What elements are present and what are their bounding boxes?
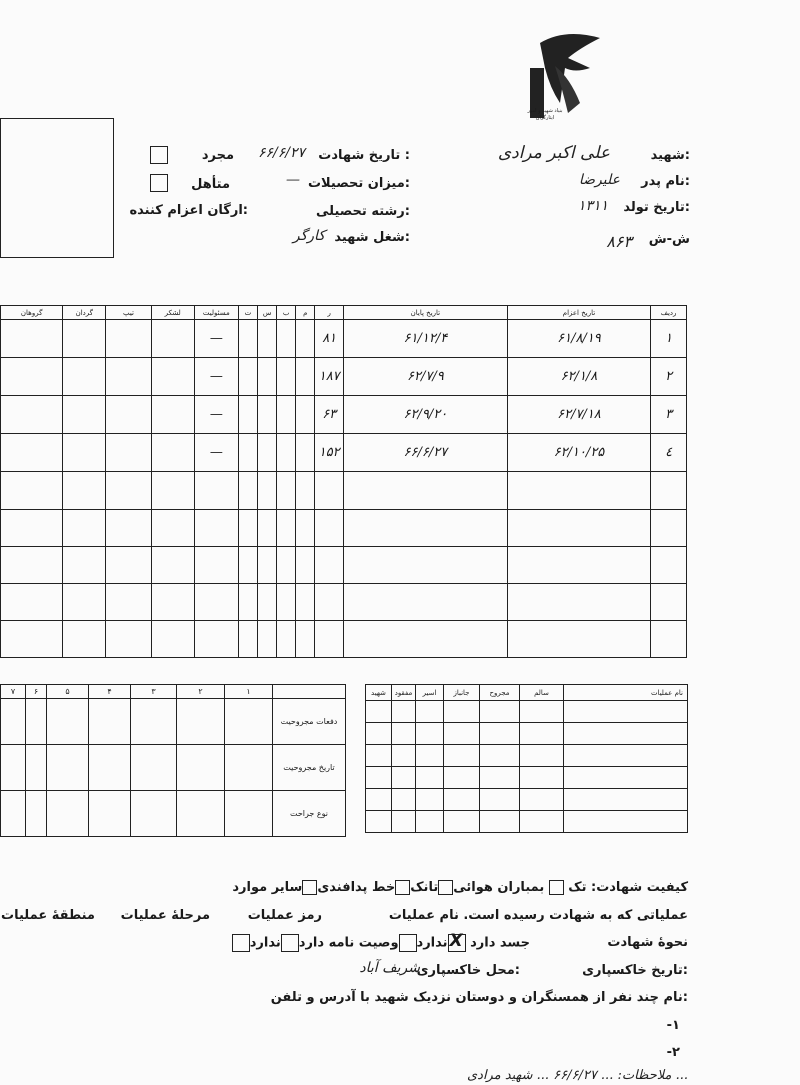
dispatch-cell-empty — [315, 620, 344, 657]
will-none-label: ندارد — [249, 935, 281, 951]
tank-label: تانک — [410, 880, 439, 895]
dispatch-cell-empty — [106, 396, 151, 434]
dispatch-row — [1, 396, 687, 434]
ops-cell — [444, 701, 480, 723]
ops-cell — [392, 701, 416, 723]
dispatch-cell-empty — [315, 583, 344, 620]
dispatch-cell-empty — [296, 320, 315, 358]
dispatch-cell-empty — [296, 396, 315, 434]
dispatch-cell-empty — [1, 320, 63, 358]
dispatch-cell-empty — [296, 509, 315, 546]
dispatch-header-row — [1, 306, 687, 320]
ops-cell — [366, 723, 392, 745]
op-stage-label: مرحلهٔ عملیات — [120, 908, 210, 923]
dispatch-cell-empty — [238, 620, 257, 657]
op-code-label: رمز عملیات — [247, 908, 322, 923]
photo-box — [0, 118, 114, 258]
will-none-checkbox[interactable] — [232, 934, 250, 952]
dispatch-cell-empty — [277, 620, 296, 657]
injury-cell — [131, 791, 177, 837]
birth-value: ۱۳۱۱ — [577, 198, 608, 214]
injury-row-label: نوع جراحت — [273, 791, 346, 837]
dispatch-cell-empty — [1, 546, 63, 583]
other-label: سایر موارد — [232, 880, 303, 895]
dispatch-cell-days: ۶۳ — [315, 396, 344, 434]
injury-cell — [177, 699, 225, 745]
dispatch-cell-empty — [1, 620, 63, 657]
injury-cell — [225, 699, 273, 745]
injury-cell — [89, 791, 131, 837]
ops-cell — [416, 745, 444, 767]
ops-cell — [416, 723, 444, 745]
dispatch-cell-empty — [238, 509, 257, 546]
col-header: ردیف — [651, 306, 687, 320]
dispatch-cell-end: ۶۶/۶/۲۷ — [344, 434, 508, 472]
ops-cell — [480, 745, 520, 767]
job-label: شغل شهید: — [334, 230, 410, 245]
injury-cell — [1, 699, 26, 745]
ops-cell — [366, 767, 392, 789]
ops-row — [366, 745, 688, 767]
dispatch-row-empty — [1, 509, 687, 546]
dispatch-cell-empty — [106, 320, 151, 358]
ops-cell — [444, 767, 480, 789]
dispatch-cell-empty — [106, 620, 151, 657]
dispatch-cell-empty — [63, 509, 106, 546]
ops-header: نام عملیات — [564, 685, 688, 701]
dispatch-cell-empty — [315, 509, 344, 546]
ops-cell — [416, 701, 444, 723]
dispatch-cell-index: ٤ — [651, 434, 687, 472]
dispatch-cell-empty — [296, 546, 315, 583]
dispatch-cell-empty — [106, 472, 151, 509]
dispatch-cell-empty — [151, 434, 194, 472]
dispatch-cell-empty — [277, 396, 296, 434]
burial-place-label: محل خاکسپاری: — [416, 963, 520, 978]
injury-cell — [26, 699, 47, 745]
air-defense-checkbox[interactable] — [302, 880, 317, 895]
ops-header: مفقود — [392, 685, 416, 701]
ops-cell — [392, 723, 416, 745]
ops-cell — [520, 767, 564, 789]
dispatch-cell-empty — [296, 583, 315, 620]
married-checkbox[interactable] — [150, 174, 168, 192]
dispatch-cell-empty — [258, 434, 277, 472]
dispatch-cell-empty — [238, 358, 257, 396]
birth-label: تاریخ تولد: — [623, 200, 690, 215]
dispatch-cell-empty — [277, 509, 296, 546]
ops-cell — [480, 789, 520, 811]
operations-table — [365, 684, 688, 833]
foundation-logo — [520, 28, 610, 128]
injury-cell — [1, 791, 26, 837]
dispatch-cell-empty — [296, 358, 315, 396]
burial-date-label: تاریخ خاکسپاری: — [582, 963, 688, 978]
dispatch-row-empty — [1, 472, 687, 509]
ops-row — [366, 767, 688, 789]
dispatch-cell-empty — [277, 434, 296, 472]
ops-cell — [520, 811, 564, 833]
dispatch-cell-empty — [63, 434, 106, 472]
dispatch-cell-empty — [1, 583, 63, 620]
dispatch-cell-empty — [151, 358, 194, 396]
dispatch-cell-empty — [277, 472, 296, 509]
ops-cell — [520, 789, 564, 811]
dispatch-cell-empty — [238, 583, 257, 620]
contact-2: -۲ — [666, 1045, 680, 1060]
dispatch-cell-empty — [296, 434, 315, 472]
education-value: — — [286, 172, 300, 188]
dispatch-cell-days: ۱۸۷ — [315, 358, 344, 396]
dispatch-cell-empty — [151, 583, 194, 620]
col-header: لشکر — [151, 306, 194, 320]
single-checkbox[interactable] — [150, 146, 168, 164]
dispatch-cell-empty — [194, 546, 238, 583]
ops-cell — [480, 723, 520, 745]
tank-checkbox[interactable] — [395, 880, 410, 895]
dispatch-cell-empty — [507, 472, 650, 509]
dispatch-cell-empty — [106, 509, 151, 546]
ops-row — [366, 723, 688, 745]
air-raid-checkbox[interactable] — [438, 880, 453, 895]
dispatch-cell-empty — [344, 472, 508, 509]
dispatch-cell-empty — [151, 620, 194, 657]
dispatch-cell-empty — [63, 546, 106, 583]
injury-table — [0, 684, 346, 837]
ops-cell — [480, 767, 520, 789]
dispatch-cell-empty — [296, 620, 315, 657]
dispatch-cell-end: ۶۱/۱۲/۴ — [344, 320, 508, 358]
injury-col-number: ۶ — [26, 685, 47, 699]
ops-header: شهید — [366, 685, 392, 701]
dispatch-cell-empty — [258, 509, 277, 546]
ops-cell — [564, 767, 688, 789]
col-header: س — [258, 306, 277, 320]
ops-row — [366, 811, 688, 833]
injury-cell — [47, 745, 89, 791]
dispatch-cell-empty — [151, 509, 194, 546]
col-header: ت — [238, 306, 257, 320]
ops-cell — [564, 811, 688, 833]
dispatch-cell-start: ۶۱/۸/۱۹ — [507, 320, 650, 358]
dispatch-org-label: ارگان اعزام کننده: — [129, 203, 248, 218]
ops-cell — [444, 745, 480, 767]
col-header: تاریخ اعزام — [507, 306, 650, 320]
dispatch-cell-empty — [63, 320, 106, 358]
ops-cell — [444, 811, 480, 833]
injury-col-number: ۳ — [131, 685, 177, 699]
dispatch-cell-resp: — — [194, 396, 238, 434]
col-header: گردان — [63, 306, 106, 320]
injury-col-number: ۴ — [89, 685, 131, 699]
dispatch-row-empty — [1, 583, 687, 620]
dispatch-cell-empty — [258, 620, 277, 657]
ops-cell — [564, 745, 688, 767]
ops-cell — [416, 811, 444, 833]
ops-cell — [392, 767, 416, 789]
dispatch-cell-empty — [258, 320, 277, 358]
dispatch-cell-end: ۶۲/۷/۹ — [344, 358, 508, 396]
dispatch-cell-empty — [258, 472, 277, 509]
death-date-label: تاریخ شهادت : — [318, 148, 410, 163]
dispatch-row — [1, 434, 687, 472]
injury-col-number: ۵ — [47, 685, 89, 699]
dispatch-cell-empty — [63, 583, 106, 620]
logo-caption: بنیاد شهید و امور ایثارگران — [527, 108, 563, 121]
op-region-label: منطقهٔ عملیات — [1, 908, 95, 923]
dispatch-cell-empty — [277, 583, 296, 620]
dispatch-cell-empty — [651, 509, 687, 546]
col-header: ر — [315, 306, 344, 320]
injury-cell — [225, 745, 273, 791]
ops-cell — [366, 701, 392, 723]
operation-line: عملیاتی که به شهادت رسیده است. نام عملیات — [388, 908, 688, 923]
dispatch-cell-empty — [277, 546, 296, 583]
dispatch-cell-empty — [315, 472, 344, 509]
body-has-label: جسد دارد — [470, 935, 530, 951]
id-value: ۸۶۳ — [606, 232, 632, 251]
dispatch-cell-resp: — — [194, 358, 238, 396]
dispatch-cell-empty — [507, 546, 650, 583]
ops-row — [366, 789, 688, 811]
col-header: تیپ — [106, 306, 151, 320]
injury-cell — [225, 791, 273, 837]
body-will-line — [232, 931, 530, 952]
dispatch-cell-empty — [194, 472, 238, 509]
father-name-value: علیرضا — [578, 172, 620, 188]
ops-cell — [480, 811, 520, 833]
air-defense-label: خط پدافندی — [317, 880, 396, 895]
ops-cell — [520, 701, 564, 723]
dispatch-cell-empty — [651, 546, 687, 583]
dispatch-cell-empty — [194, 620, 238, 657]
ops-cell — [564, 723, 688, 745]
dispatch-row — [1, 358, 687, 396]
ops-cell — [444, 723, 480, 745]
burial-place-value: شریف آباد — [359, 960, 420, 976]
dispatch-cell-empty — [238, 434, 257, 472]
contacts-prompt: نام چند نفر از همسنگران و دوستان نزدیک شهید با آدرس و تلفن: — [270, 990, 688, 1005]
dispatch-cell-empty — [151, 546, 194, 583]
checked-mark-icon: X — [449, 931, 463, 951]
dispatch-cell-resp: — — [194, 434, 238, 472]
ops-cell — [416, 767, 444, 789]
dispatch-cell-resp: — — [194, 320, 238, 358]
martyr-name-value: علی اکبر مرادی — [497, 143, 610, 163]
ops-cell — [416, 789, 444, 811]
dispatch-cell-index: ۳ — [651, 396, 687, 434]
ops-cell — [366, 789, 392, 811]
dispatch-table — [0, 305, 687, 658]
single-attack-checkbox[interactable] — [549, 880, 564, 895]
dispatch-cell-start: ۶۲/۱/۸ — [507, 358, 650, 396]
injury-col-number: ۲ — [177, 685, 225, 699]
dispatch-cell-start: ۶۲/۱۰/۲۵ — [507, 434, 650, 472]
ops-cell — [564, 701, 688, 723]
ops-row — [366, 701, 688, 723]
dispatch-cell-empty — [63, 358, 106, 396]
dispatch-cell-empty — [1, 358, 63, 396]
handwritten-note: ملاحظات: ... ۶۶/۶/۲۷ ... شهید مرادی ... — [466, 1068, 688, 1083]
dispatch-cell-empty — [238, 546, 257, 583]
dispatch-cell-empty — [63, 620, 106, 657]
martyrdom-quality-line — [232, 880, 688, 895]
dispatch-cell-empty — [258, 583, 277, 620]
dispatch-cell-empty — [63, 472, 106, 509]
injury-cell — [47, 791, 89, 837]
dispatch-cell-empty — [151, 320, 194, 358]
dispatch-cell-start: ۶۲/۷/۱۸ — [507, 396, 650, 434]
injury-cell — [1, 745, 26, 791]
col-header: تاریخ پایان — [344, 306, 508, 320]
dispatch-cell-empty — [194, 509, 238, 546]
will-has-checkbox[interactable] — [281, 934, 299, 952]
dispatch-cell-empty — [277, 320, 296, 358]
married-label: متأهل — [191, 177, 230, 192]
injury-col-number: ۷ — [1, 685, 26, 699]
contact-1: -۱ — [666, 1018, 680, 1033]
dispatch-cell-empty — [1, 434, 63, 472]
dispatch-cell-index: ۱ — [651, 320, 687, 358]
dispatch-cell-index: ۲ — [651, 358, 687, 396]
dispatch-cell-days: ۸۱ — [315, 320, 344, 358]
injury-cell — [26, 745, 47, 791]
martyr-label: شهید: — [650, 148, 690, 163]
ops-cell — [392, 811, 416, 833]
ops-cell — [564, 789, 688, 811]
dispatch-cell-end: ۶۲/۹/۲۰ — [344, 396, 508, 434]
ops-cell — [520, 723, 564, 745]
body-has-checkbox[interactable] — [448, 931, 466, 952]
ops-cell — [444, 789, 480, 811]
dispatch-cell-empty — [507, 509, 650, 546]
dispatch-cell-empty — [258, 358, 277, 396]
injury-cell — [47, 699, 89, 745]
injury-cell — [26, 791, 47, 837]
id-label: ش-ش — [648, 232, 690, 247]
death-date-value: ۶۶/۶/۲۷ — [257, 145, 305, 161]
dispatch-cell-empty — [106, 434, 151, 472]
ops-cell — [392, 745, 416, 767]
dispatch-cell-empty — [106, 546, 151, 583]
ops-cell — [366, 811, 392, 833]
dispatch-cell-empty — [277, 358, 296, 396]
air-raid-label: بمباران هوائی — [453, 880, 545, 895]
father-label: نام پدر: — [641, 174, 690, 189]
dispatch-cell-empty — [194, 583, 238, 620]
dispatch-cell-empty — [238, 472, 257, 509]
dispatch-cell-empty — [507, 620, 650, 657]
ops-header: اسیر — [416, 685, 444, 701]
education-label: میزان تحصیلات: — [307, 176, 410, 191]
ops-cell — [520, 745, 564, 767]
injury-row-label: تاریخ مجروحیت — [273, 745, 346, 791]
body-none-checkbox[interactable] — [399, 934, 417, 952]
injury-col-number: ۱ — [225, 685, 273, 699]
dispatch-cell-days: ۱۵۲ — [315, 434, 344, 472]
martyrdom-quality-label: کیفیت شهادت: تک — [568, 880, 688, 895]
dispatch-cell-empty — [106, 358, 151, 396]
col-header: گروهان — [1, 306, 63, 320]
ops-header: جانباز — [444, 685, 480, 701]
dispatch-cell-empty — [258, 546, 277, 583]
dispatch-cell-empty — [1, 509, 63, 546]
dispatch-row-empty — [1, 620, 687, 657]
ops-header: سالم — [520, 685, 564, 701]
ops-cell — [480, 701, 520, 723]
single-label: مجرد — [201, 148, 234, 163]
dispatch-cell-empty — [344, 620, 508, 657]
body-none-label: ندارد — [416, 935, 448, 951]
dispatch-cell-empty — [1, 396, 63, 434]
dispatch-cell-empty — [151, 472, 194, 509]
dispatch-cell-empty — [1, 472, 63, 509]
dispatch-cell-empty — [63, 396, 106, 434]
dispatch-cell-empty — [651, 583, 687, 620]
ops-cell — [392, 789, 416, 811]
dispatch-cell-empty — [344, 546, 508, 583]
injury-corner — [273, 685, 346, 699]
injury-cell — [131, 699, 177, 745]
job-value: کارگر — [292, 228, 325, 244]
injury-cell — [89, 745, 131, 791]
injury-cell — [177, 745, 225, 791]
col-header: مسئولیت — [194, 306, 238, 320]
dispatch-cell-empty — [296, 472, 315, 509]
dispatch-cell-empty — [507, 583, 650, 620]
dispatch-row — [1, 320, 687, 358]
injury-cell — [89, 699, 131, 745]
injury-cell — [177, 791, 225, 837]
dispatch-cell-empty — [344, 509, 508, 546]
dispatch-cell-empty — [151, 396, 194, 434]
ops-cell — [366, 745, 392, 767]
injury-cell — [131, 745, 177, 791]
dispatch-cell-empty — [651, 472, 687, 509]
dispatch-cell-empty — [238, 320, 257, 358]
col-header: ب — [277, 306, 296, 320]
dispatch-cell-empty — [315, 546, 344, 583]
dispatch-cell-empty — [258, 396, 277, 434]
col-header: م — [296, 306, 315, 320]
dispatch-cell-empty — [651, 620, 687, 657]
dispatch-row-empty — [1, 546, 687, 583]
dispatch-cell-empty — [344, 583, 508, 620]
field-label: رشته تحصیلی: — [315, 204, 410, 219]
manner-label: نحوهٔ شهادت — [607, 935, 688, 950]
dispatch-cell-empty — [238, 396, 257, 434]
ops-header: مجروح — [480, 685, 520, 701]
will-has-label: وصیت نامه دارد — [298, 935, 399, 951]
dispatch-cell-empty — [106, 583, 151, 620]
injury-row-label: دفعات مجروحیت — [273, 699, 346, 745]
